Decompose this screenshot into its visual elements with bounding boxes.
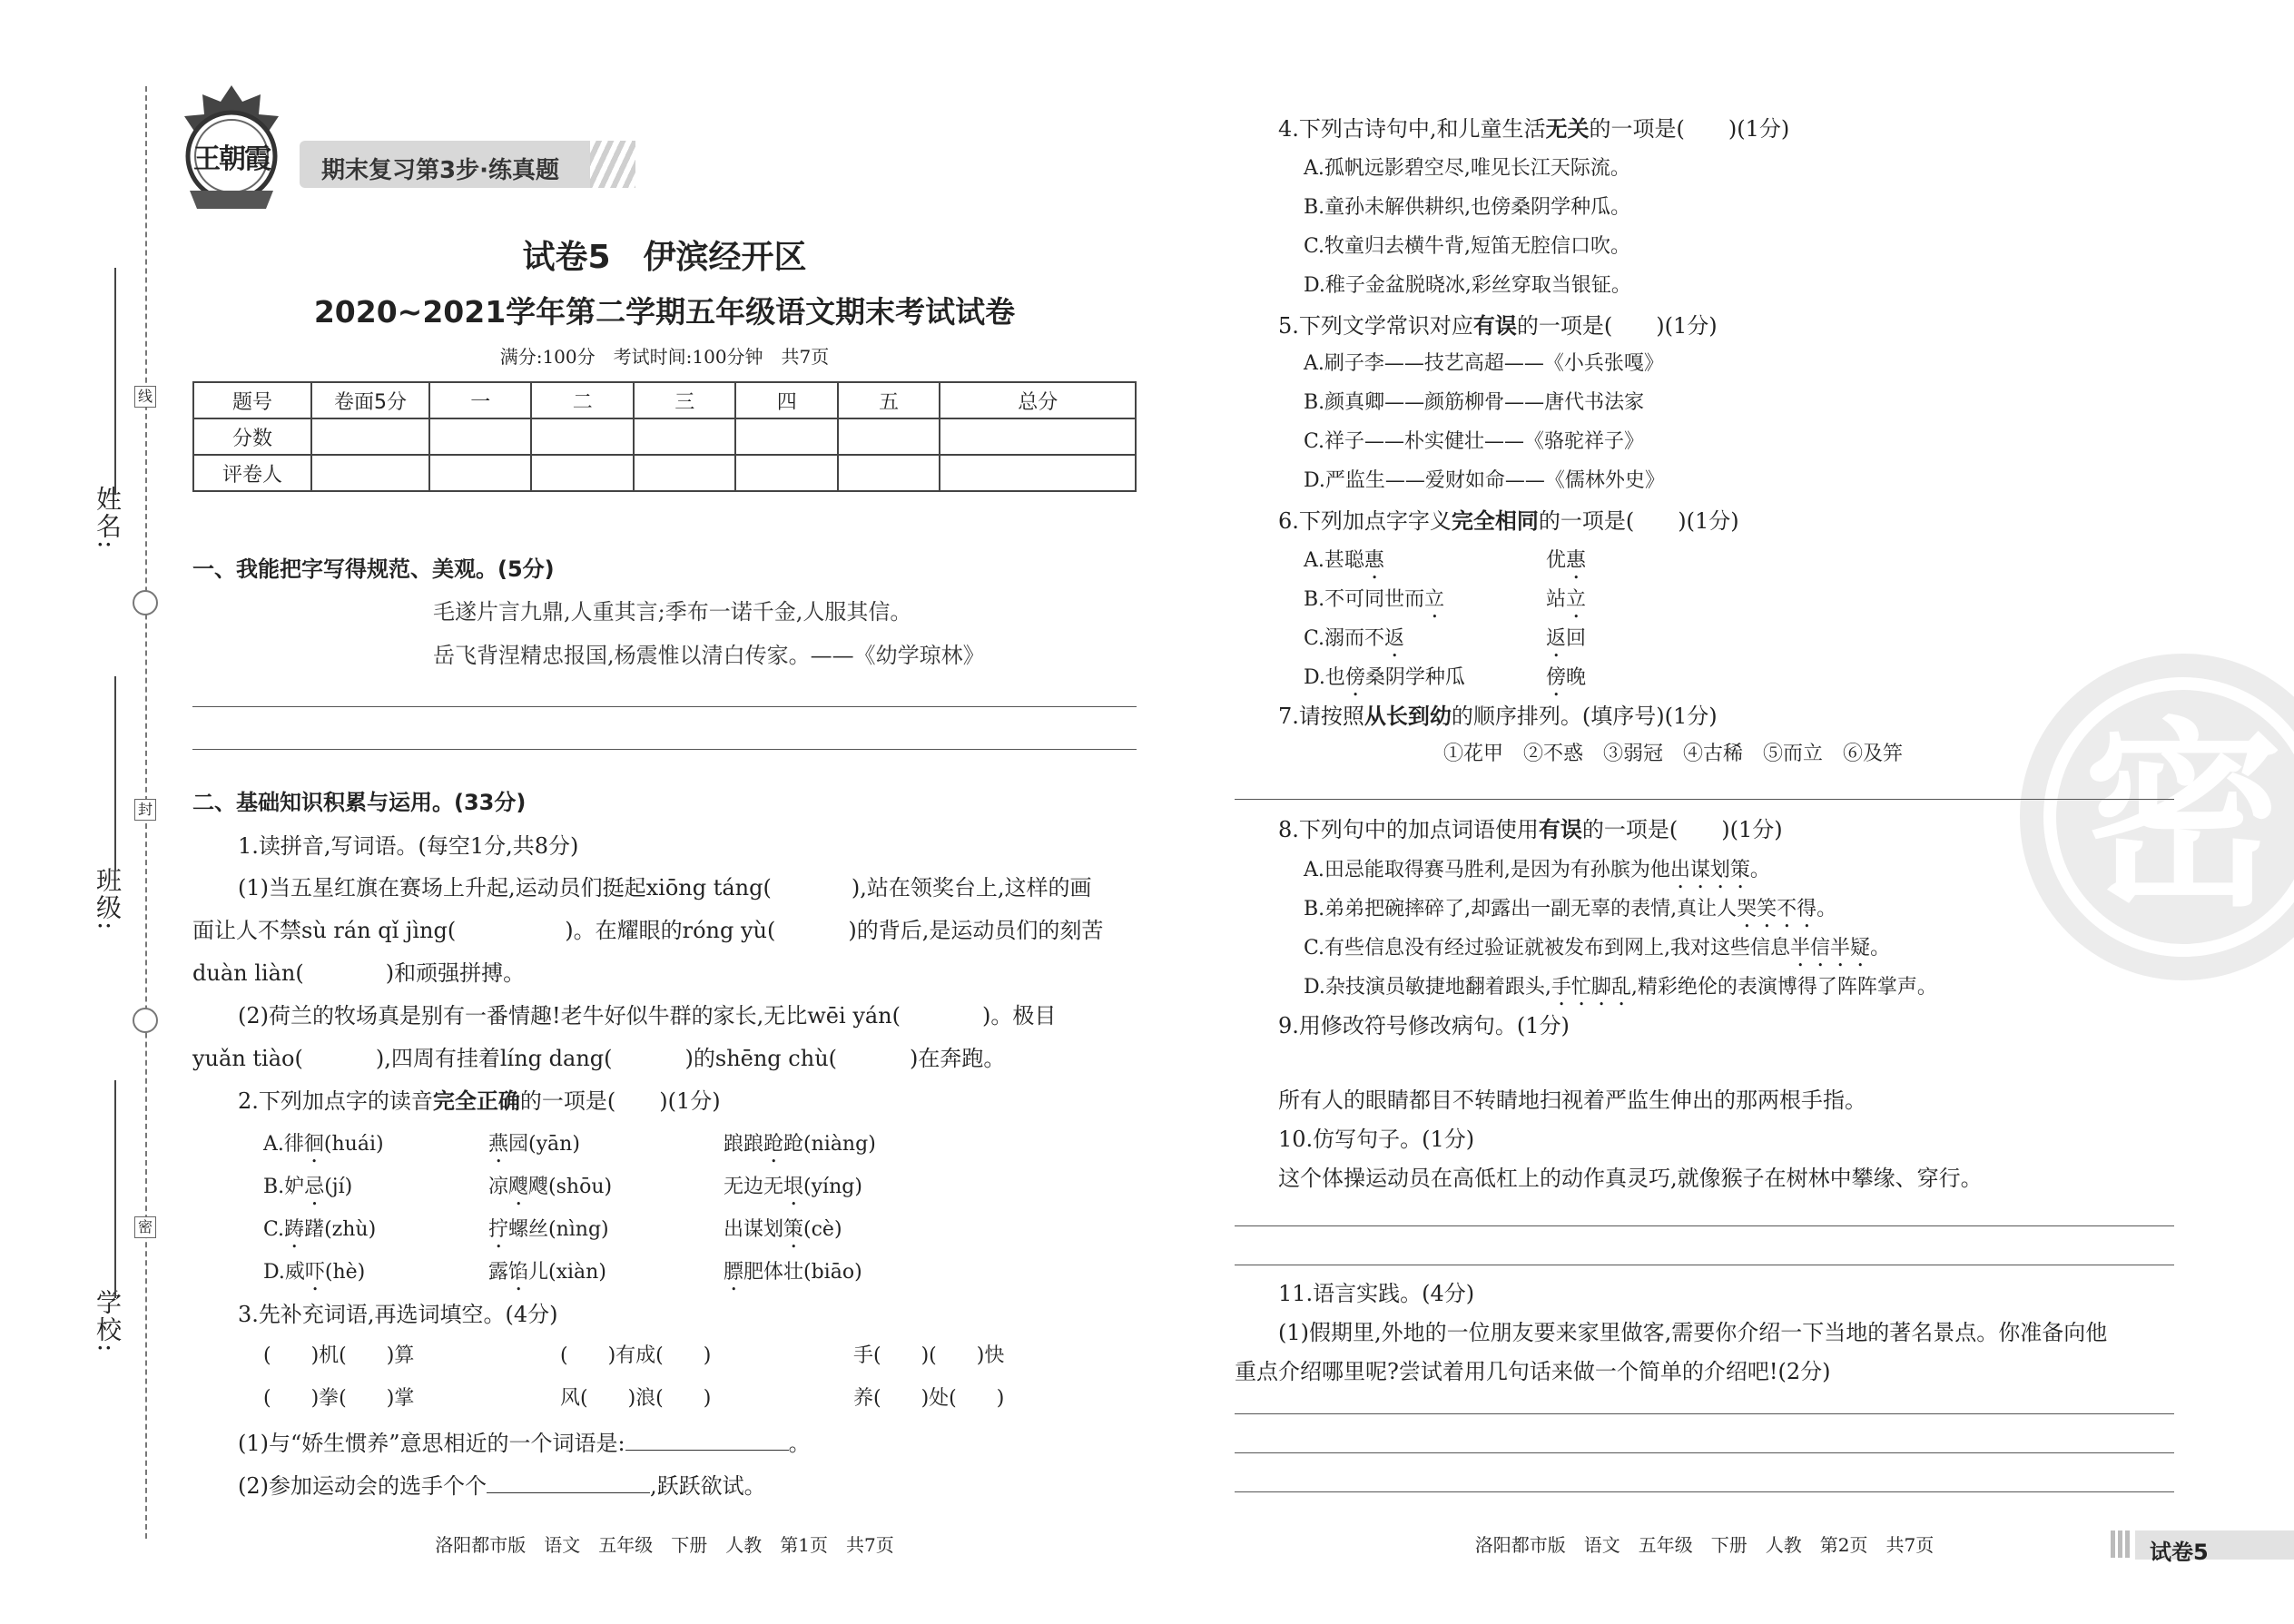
q9-title: 9.用修改符号修改病句。(1分) bbox=[1278, 1013, 1570, 1038]
q3-word-fill[interactable]: ( )有成( ) bbox=[560, 1344, 712, 1367]
answer-line[interactable] bbox=[1235, 1225, 2174, 1226]
q3-word-fill[interactable]: 养( )处( ) bbox=[853, 1387, 1005, 1410]
footer-right: 洛阳都市版 语文 五年级 下册 人教 第2页 共7页 bbox=[1474, 1534, 1935, 1556]
watermark-seal bbox=[2020, 654, 2294, 980]
seal-char-secret: 密 bbox=[134, 1216, 156, 1238]
q1-line2: 面让人不禁sù rán qǐ jìng( )。在耀眼的róng yù( )的背后,是运动员们的刻苦 bbox=[192, 918, 1104, 943]
name-label: 姓名: bbox=[93, 486, 123, 551]
logo-text: 王朝霞 bbox=[193, 143, 270, 175]
q3-word-fill[interactable]: ( )拳( )掌 bbox=[263, 1387, 415, 1410]
q4-option-c[interactable]: C.牧童归去横牛背,短笛无腔信口吹。 bbox=[1304, 235, 1631, 258]
exam-info: 满分:100分 考试时间:100分钟 共7页 bbox=[499, 346, 830, 368]
grader-cell[interactable] bbox=[634, 455, 735, 491]
grader-cell[interactable] bbox=[735, 455, 837, 491]
q2-a-word3: 踉踉跄跄(niàng) bbox=[724, 1133, 876, 1156]
q1-title: 1.读拼音,写词语。(每空1分,共8分) bbox=[238, 833, 579, 859]
q4-title: 4.下列古诗句中,和儿童生活无关的一项是( )(1分) bbox=[1278, 115, 1790, 142]
q8-option-a[interactable]: A.田忌能取得赛马胜利,是因为有孙膑为他出谋划策。 bbox=[1304, 859, 1770, 881]
answer-line[interactable] bbox=[1235, 799, 2174, 800]
q2-c-word3: 出谋划策(cè) bbox=[724, 1218, 842, 1241]
q8-title: 8.下列句中的加点词语使用有误的一项是( )(1分) bbox=[1278, 816, 1783, 842]
table-header: 五 bbox=[838, 382, 940, 418]
q8-option-d[interactable]: D.杂技演员敏捷地翻着跟头,手忙脚乱,精彩绝伦的表演博得了阵阵掌声。 bbox=[1304, 976, 1937, 999]
score-table bbox=[192, 381, 1137, 492]
q2-option-a[interactable]: A.徘徊(huái) bbox=[263, 1133, 384, 1156]
copy-text-line2: 岳飞背涅精忠报国,杨震惟以清白传家。——《幼学琼林》 bbox=[433, 643, 985, 668]
score-cell[interactable] bbox=[940, 418, 1136, 455]
q11-line2: 重点介绍哪里呢?尝试着用几句话来做一个简单的介绍吧!(2分) bbox=[1235, 1359, 1831, 1384]
grader-cell[interactable] bbox=[940, 455, 1136, 491]
q11-title: 11.语言实践。(4分) bbox=[1278, 1281, 1475, 1306]
q8-option-b[interactable]: B.弟弟把碗摔碎了,却露出一副无辜的表情,真让人哭笑不得。 bbox=[1304, 898, 1837, 920]
q6-d-compare: 傍晚 bbox=[1546, 666, 1587, 689]
table-header: 三 bbox=[634, 382, 735, 418]
q6-title: 6.下列加点字字义完全相同的一项是( )(1分) bbox=[1278, 507, 1739, 534]
q2-option-d[interactable]: D.威吓(hè) bbox=[263, 1261, 366, 1284]
writing-line[interactable] bbox=[192, 749, 1137, 750]
q2-d-word2: 露馅儿(xiàn) bbox=[488, 1261, 606, 1284]
q5-option-a[interactable]: A.刷子李——技艺高超——《小兵张嘎》 bbox=[1304, 352, 1664, 375]
q3-sub1: (1)与“娇生惯养”意思相近的一个词语是: 。 bbox=[238, 1431, 811, 1456]
banner bbox=[300, 141, 635, 188]
q6-c-compare: 返回 bbox=[1546, 627, 1587, 650]
q1-line5: yuǎn tiào( ),四周有挂着líng dang( )的shēng chù( )在奔跑。 bbox=[192, 1046, 1006, 1071]
score-cell[interactable] bbox=[311, 418, 429, 455]
q6-a-compare: 优惠 bbox=[1546, 549, 1587, 572]
score-cell[interactable] bbox=[634, 418, 735, 455]
table-header: 一 bbox=[429, 382, 531, 418]
q2-b-word2: 凉飕飕(shōu) bbox=[488, 1176, 613, 1198]
footer-tag-text: 试卷5 bbox=[2150, 1540, 2209, 1565]
q5-option-b[interactable]: B.颜真卿——颜筋柳骨——唐代书法家 bbox=[1304, 391, 1645, 414]
watermark-char: 密 bbox=[2082, 701, 2283, 933]
score-cell[interactable] bbox=[838, 418, 940, 455]
name-field[interactable] bbox=[114, 268, 116, 495]
grader-cell[interactable] bbox=[429, 455, 531, 491]
q5-option-c[interactable]: C.祥子——朴实健壮——《骆驼祥子》 bbox=[1304, 430, 1645, 453]
footer-left: 洛阳都市版 语文 五年级 下册 人教 第1页 共7页 bbox=[435, 1534, 894, 1556]
seal-char-seal: 封 bbox=[134, 799, 156, 821]
answer-blank[interactable] bbox=[625, 1432, 789, 1451]
grader-cell[interactable] bbox=[311, 455, 429, 491]
answer-line[interactable] bbox=[1235, 1491, 2174, 1492]
copy-text-line1: 毛遂片言九鼎,人重其言;季布一诺千金,人服其信。 bbox=[433, 599, 912, 625]
q6-option-d[interactable]: D.也傍桑阴学种瓜 bbox=[1304, 666, 1465, 689]
binding-hole bbox=[133, 1008, 158, 1033]
answer-blank[interactable] bbox=[487, 1474, 650, 1493]
table-header: 卷面5分 bbox=[311, 382, 429, 418]
q2-d-word3: 膘肥体壮(biāo) bbox=[724, 1261, 862, 1284]
q1-line4: (2)荷兰的牧场真是别有一番情趣!老牛好似牛群的家长,无比wēi yán( )。极目 bbox=[238, 1003, 1057, 1029]
page-title: 试卷5 伊滨经开区 bbox=[522, 239, 807, 276]
table-header: 总分 bbox=[940, 382, 1136, 418]
q6-option-a[interactable]: A.甚聪惠 bbox=[1304, 549, 1384, 572]
q2-option-c[interactable]: C.踌躇(zhù) bbox=[263, 1218, 377, 1241]
q5-option-d[interactable]: D.严监生——爱财如命——《儒林外史》 bbox=[1304, 469, 1665, 492]
q1-line3: duàn liàn( )和顽强拼搏。 bbox=[192, 960, 526, 986]
section1-title: 一、我能把字写得规范、美观。(5分) bbox=[192, 556, 555, 582]
table-header: 题号 bbox=[193, 382, 311, 418]
answer-line[interactable] bbox=[1235, 1413, 2174, 1414]
q6-option-b[interactable]: B.不可同世而立 bbox=[1304, 588, 1445, 611]
q8-option-c[interactable]: C.有些信息没有经过验证就被发布到网上,我对这些信息半信半疑。 bbox=[1304, 937, 1891, 960]
score-cell[interactable] bbox=[735, 418, 837, 455]
q3-title: 3.先补充词语,再选词填空。(4分) bbox=[238, 1302, 558, 1327]
q6-option-c[interactable]: C.溺而不返 bbox=[1304, 627, 1405, 650]
q10-title: 10.仿写句子。(1分) bbox=[1278, 1127, 1475, 1152]
q1-line1: (1)当五星红旗在赛场上升起,运动员们挺起xiōng táng( ),站在领奖台上,这样的画 bbox=[238, 875, 1092, 901]
q7-title: 7.请按照从长到幼的顺序排列。(填序号)(1分) bbox=[1278, 703, 1718, 729]
page-subtitle: 2020~2021学年第二学期五年级语文期末考试试卷 bbox=[313, 294, 1016, 330]
footer-tag-pattern bbox=[2111, 1530, 2132, 1558]
q2-title: 2.下列加点字的读音完全正确的一项是( )(1分) bbox=[238, 1088, 721, 1114]
q4-option-d[interactable]: D.稚子金盆脱晓冰,彩丝穿取当银钲。 bbox=[1304, 274, 1631, 297]
q11-line1: (1)假期里,外地的一位朋友要来家里做客,需要你介绍一下当地的著名景点。你准备向他 bbox=[1278, 1320, 2108, 1345]
table-row bbox=[193, 455, 1136, 491]
q6-b-compare: 站立 bbox=[1546, 588, 1587, 611]
grader-cell[interactable] bbox=[531, 455, 633, 491]
q2-c-word2: 拧螺丝(nìng) bbox=[488, 1218, 609, 1241]
class-field[interactable] bbox=[114, 676, 116, 871]
binding-hole bbox=[133, 590, 158, 615]
school-field[interactable] bbox=[114, 1080, 116, 1298]
table-header: 二 bbox=[531, 382, 633, 418]
q4-option-a[interactable]: A.孤帆远影碧空尽,唯见长江天际流。 bbox=[1304, 157, 1630, 180]
q3-sub2: (2)参加运动会的选手个个 ,跃跃欲试。 bbox=[238, 1473, 766, 1499]
school-label: 学校: bbox=[93, 1289, 123, 1354]
row-label: 评卷人 bbox=[193, 455, 311, 491]
q2-option-b[interactable]: B.妒忌(jí) bbox=[263, 1176, 353, 1198]
score-cell[interactable] bbox=[429, 418, 531, 455]
q7-options: ①花甲 ②不惑 ③弱冠 ④古稀 ⑤而立 ⑥及笄 bbox=[1443, 743, 1904, 765]
seal-char-line: 线 bbox=[134, 386, 156, 408]
banner-text: 期末复习第3步·练真题 bbox=[321, 157, 559, 184]
q2-b-word3: 无边无垠(yíng) bbox=[724, 1176, 862, 1198]
score-cell[interactable] bbox=[531, 418, 633, 455]
q3-word-fill[interactable]: 风( )浪( ) bbox=[560, 1387, 712, 1410]
writing-line[interactable] bbox=[192, 706, 1137, 707]
q9-sentence[interactable]: 所有人的眼睛都目不转睛地扫视着严监生伸出的那两根手指。 bbox=[1278, 1088, 1866, 1113]
table-header: 四 bbox=[735, 382, 837, 418]
table-row bbox=[193, 418, 1136, 455]
table-row bbox=[193, 382, 1136, 418]
q2-a-word2: 燕园(yān) bbox=[488, 1133, 580, 1156]
q3-word-fill[interactable]: 手( )( )快 bbox=[853, 1344, 1005, 1367]
footer-tag bbox=[2135, 1530, 2294, 1565]
answer-line[interactable] bbox=[1235, 1452, 2174, 1453]
grader-cell[interactable] bbox=[838, 455, 940, 491]
q3-word-fill[interactable]: ( )机( )算 bbox=[263, 1344, 415, 1367]
row-label: 分数 bbox=[193, 418, 311, 455]
banner-stripes bbox=[590, 141, 635, 188]
section2-title: 二、基础知识积累与运用。(33分) bbox=[192, 790, 527, 815]
brand-logo bbox=[177, 84, 286, 220]
class-label: 班级: bbox=[93, 867, 123, 932]
q4-option-b[interactable]: B.童孙未解供耕织,也傍桑阴学种瓜。 bbox=[1304, 196, 1631, 219]
q5-title: 5.下列文学常识对应有误的一项是( )(1分) bbox=[1278, 312, 1718, 339]
q10-sentence: 这个体操运动员在高低杠上的动作真灵巧,就像猴子在树林中攀缘、穿行。 bbox=[1278, 1166, 1983, 1191]
